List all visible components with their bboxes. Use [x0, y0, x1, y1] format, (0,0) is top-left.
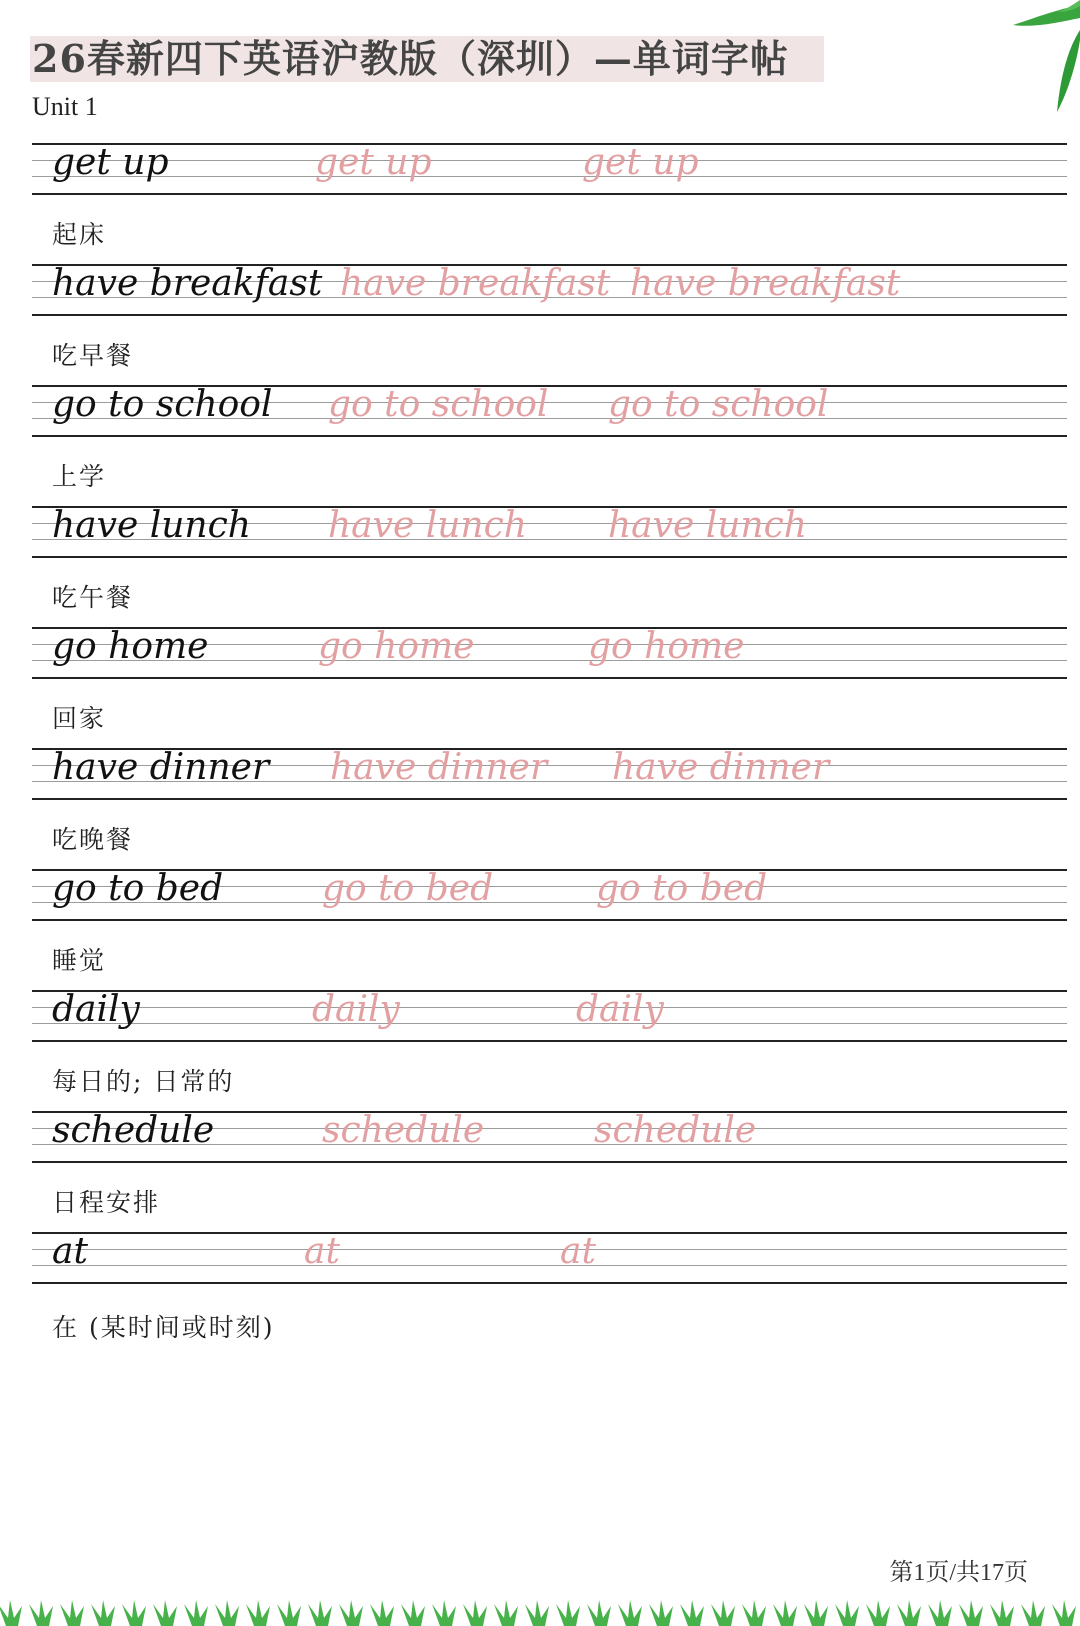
word-model: go home [52, 626, 209, 667]
word-trace: have breakfast [340, 263, 611, 304]
word-trace: have lunch [328, 505, 527, 546]
word-row [0, 143, 1080, 265]
word-trace: have dinner [330, 747, 548, 788]
word-model: go to school [52, 384, 273, 425]
word-trace: go to school [328, 384, 549, 425]
word-row [0, 264, 1080, 386]
word-model: schedule [52, 1110, 215, 1151]
word-model: get up [52, 142, 169, 183]
word-trace: go to bed [322, 868, 494, 909]
word-meaning: 每日的; 日常的 [52, 1067, 235, 1096]
word-meaning: 吃午餐 [52, 583, 134, 612]
word-trace: go to school [608, 384, 829, 425]
word-trace: at [304, 1231, 340, 1272]
word-trace: get up [315, 142, 432, 183]
word-meaning: 回家 [52, 704, 107, 733]
grass-border-icon [0, 1596, 1080, 1626]
word-trace: at [560, 1231, 596, 1272]
page-title: 26春新四下英语沪教版（深圳）—单词字帖 [32, 36, 789, 81]
word-model: go to bed [52, 868, 224, 909]
word-model: at [52, 1231, 88, 1272]
word-meaning: 上学 [52, 462, 107, 491]
page-number: 第1页/共17页 [889, 1560, 1028, 1586]
word-meaning: 吃早餐 [52, 341, 134, 370]
word-trace: have breakfast [630, 263, 901, 304]
word-row [0, 990, 1080, 1112]
writing-lines [32, 990, 1067, 1042]
word-trace: go home [588, 626, 745, 667]
word-meaning: 吃晚餐 [52, 825, 134, 854]
word-row [0, 1111, 1080, 1233]
word-row [0, 869, 1080, 991]
word-model: have dinner [52, 747, 270, 788]
word-meaning: 起床 [52, 220, 107, 249]
leaf-decoration-icon [1005, 0, 1080, 115]
word-row [0, 627, 1080, 749]
word-trace: schedule [594, 1110, 757, 1151]
word-trace: daily [576, 989, 664, 1030]
word-trace: get up [582, 142, 699, 183]
word-model: have breakfast [52, 263, 323, 304]
word-row [0, 506, 1080, 628]
word-meaning: 在 (某时间或时刻) [52, 1313, 275, 1342]
word-row [0, 385, 1080, 507]
word-model: have lunch [52, 505, 251, 546]
word-trace: go to bed [596, 868, 768, 909]
word-trace: daily [312, 989, 400, 1030]
word-row [0, 748, 1080, 870]
word-trace: go home [318, 626, 475, 667]
word-row [0, 1232, 1080, 1354]
word-meaning: 日程安排 [52, 1188, 161, 1217]
word-trace: have dinner [612, 747, 830, 788]
unit-label: Unit 1 [32, 92, 98, 121]
writing-lines [32, 143, 1067, 195]
word-trace: have lunch [608, 505, 807, 546]
word-model: daily [52, 989, 140, 1030]
word-trace: schedule [322, 1110, 485, 1151]
word-meaning: 睡觉 [52, 946, 107, 975]
writing-lines [32, 1232, 1067, 1284]
